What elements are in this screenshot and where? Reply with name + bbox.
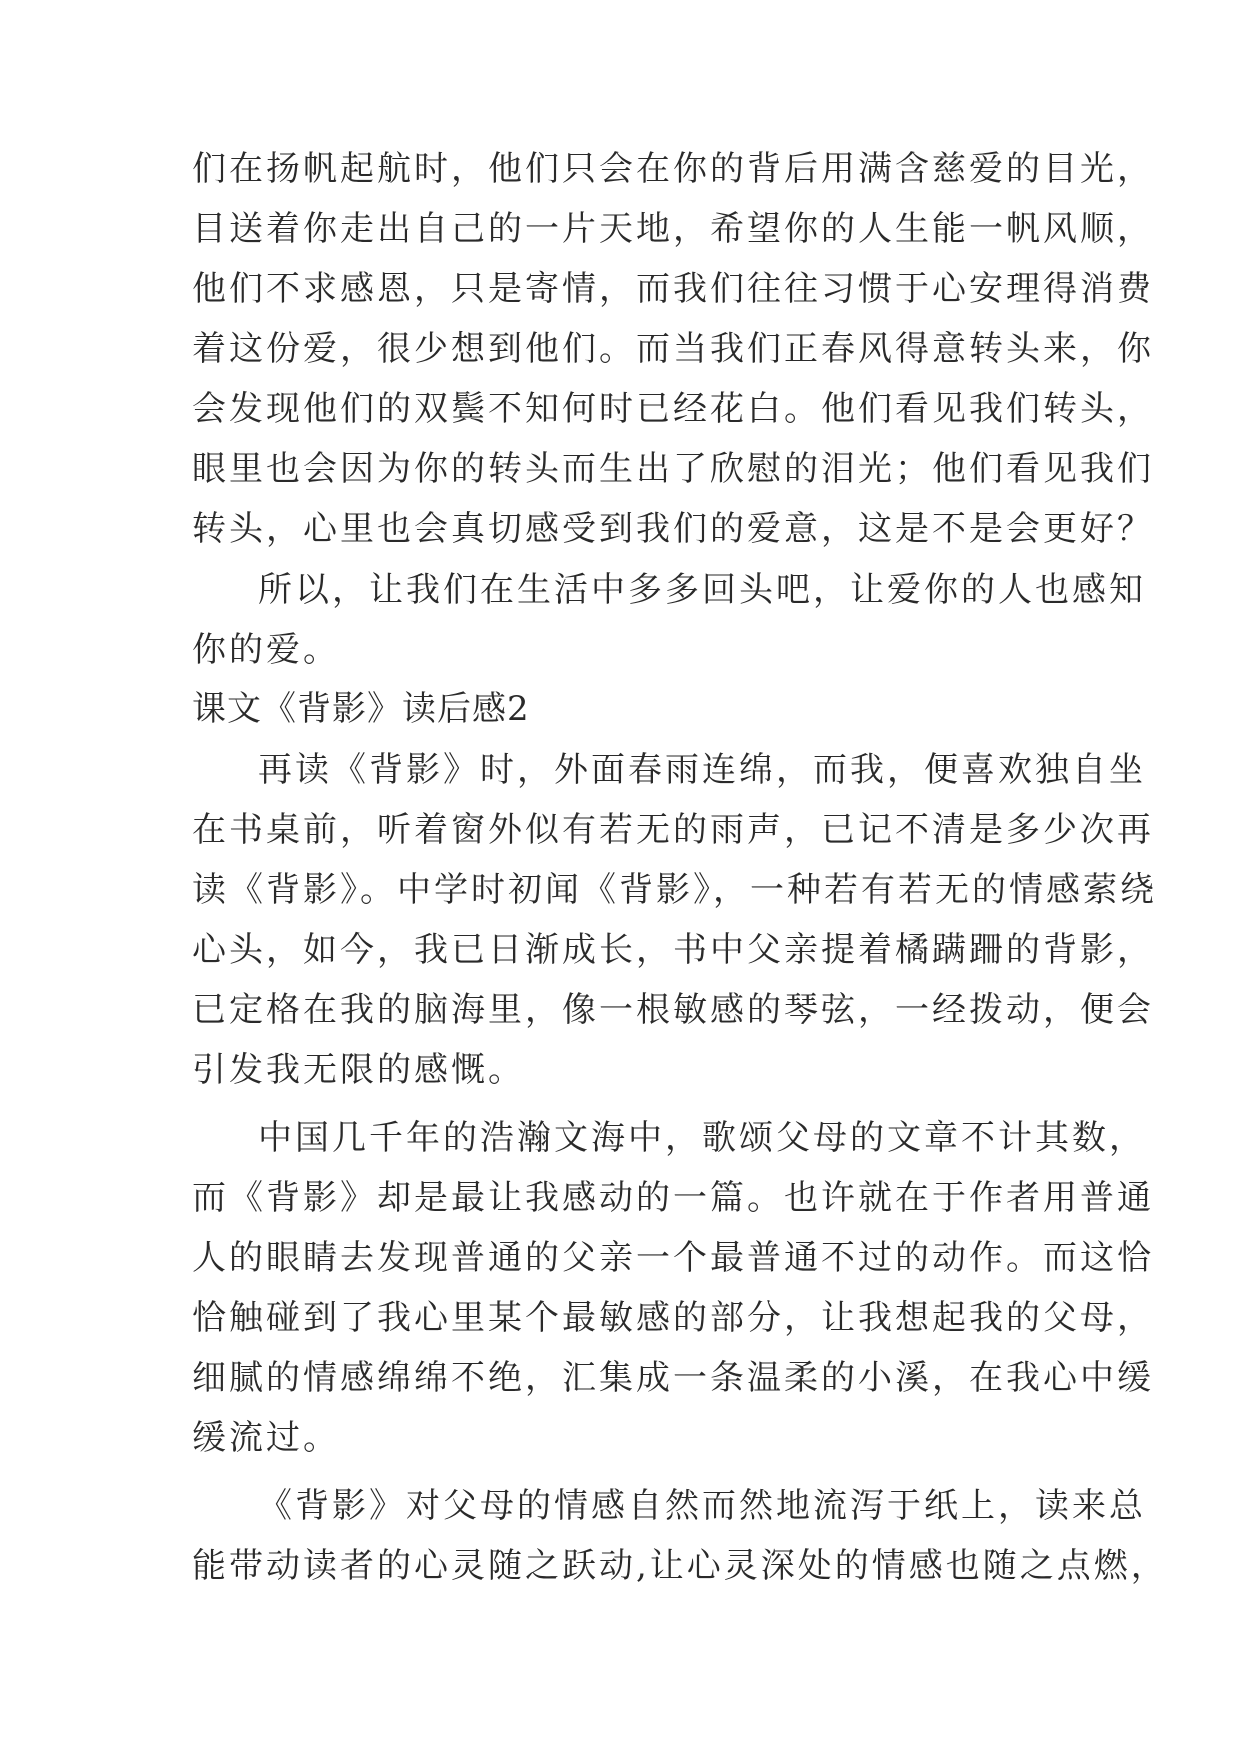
paragraph-line: 会发现他们的双鬓不知何时已经花白。他们看见我们转头， bbox=[192, 389, 1154, 429]
paragraph-line: 在书桌前，听着窗外似有若无的雨声，已记不清是多少次再 bbox=[192, 810, 1154, 850]
paragraph-line: 细腻的情感绵绵不绝，汇集成一条温柔的小溪，在我心中缓 bbox=[192, 1358, 1154, 1398]
paragraph-line: 他们不求感恩，只是寄情，而我们往往习惯于心安理得消费 bbox=[192, 269, 1154, 309]
paragraph-line: 你的爱。 bbox=[192, 630, 340, 670]
paragraph-line: 恰触碰到了我心里某个最敏感的部分，让我想起我的父母， bbox=[192, 1298, 1154, 1338]
paragraph-line: 读《背影》。中学时初闻《背影》，一种若有若无的情感萦绕 bbox=[192, 870, 1157, 910]
paragraph-line: 着这份爱，很少想到他们。而当我们正春风得意转头来，你 bbox=[192, 329, 1154, 369]
paragraph-line: 们在扬帆起航时，他们只会在你的背后用满含慈爱的目光， bbox=[192, 149, 1154, 189]
paragraph-line: 心头，如今，我已日渐成长，书中父亲提着橘蹒跚的背影， bbox=[192, 930, 1154, 970]
paragraph-line: 引发我无限的感慨。 bbox=[192, 1050, 525, 1090]
paragraph-line: 能带动读者的心灵随之跃动,让心灵深处的情感也随之点燃， bbox=[192, 1546, 1168, 1586]
paragraph-line: 再读《背影》时，外面春雨连绵，而我，便喜欢独自坐 bbox=[258, 750, 1146, 790]
paragraph-line: 转头，心里也会真切感受到我们的爱意，这是不是会更好？ bbox=[192, 509, 1154, 549]
paragraph-line: 中国几千年的浩瀚文海中，歌颂父母的文章不计其数， bbox=[258, 1118, 1146, 1158]
paragraph-line: 已定格在我的脑海里，像一根敏感的琴弦，一经拨动，便会 bbox=[192, 990, 1154, 1030]
paragraph-line: 眼里也会因为你的转头而生出了欣慰的泪光；他们看见我们 bbox=[192, 449, 1154, 489]
paragraph-line: 人的眼睛去发现普通的父亲一个最普通不过的动作。而这恰 bbox=[192, 1238, 1154, 1278]
paragraph-line: 《背影》对父母的情感自然而然地流泻于纸上，读来总 bbox=[258, 1486, 1146, 1526]
section-title: 课文《背影》读后感2 bbox=[192, 689, 530, 729]
paragraph-line: 目送着你走出自己的一片天地，希望你的人生能一帆风顺， bbox=[192, 209, 1154, 249]
paragraph-line: 而《背影》却是最让我感动的一篇。也许就在于作者用普通 bbox=[192, 1178, 1154, 1218]
paragraph-line: 缓流过。 bbox=[192, 1418, 340, 1458]
paragraph-line: 所以，让我们在生活中多多回头吧，让爱你的人也感知 bbox=[258, 570, 1146, 610]
